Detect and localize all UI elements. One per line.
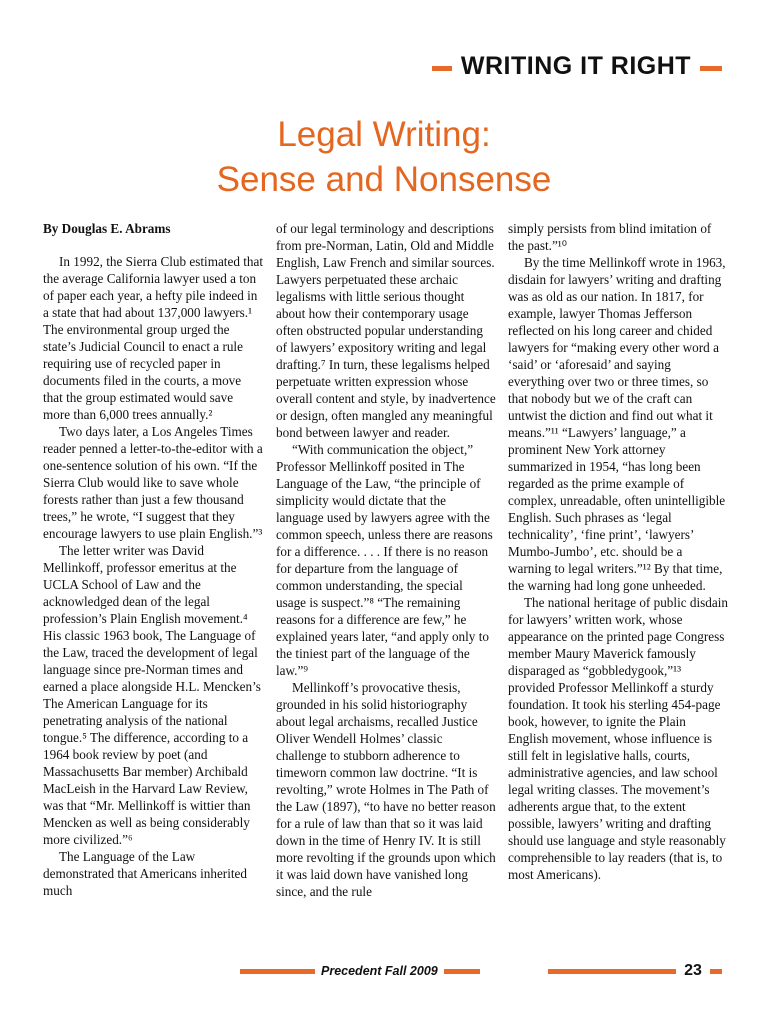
- article-title-line-2: Sense and Nonsense: [216, 160, 552, 199]
- section-heading: WRITING IT RIGHT: [452, 49, 700, 83]
- paragraph: Two days later, a Los Angeles Times reader penned a letter-to-the-editor with a one-sentence solution of his own. “If the Sierra Club would like to save whole forests rather than just a few thousand trees,” he wrote, “I suggest that they encourage lawyers to use plain English.”³: [43, 424, 263, 541]
- paragraph: In 1992, the Sierra Club estimated that the average California lawyer used a ton of paper each year, a hefty pile indeed in a state that had about 137,000 lawyers.¹ The environmental group urged the state’s Judicial Council to enact a rule requiring use of recycled paper in documents filed in the courts, a move that the group estimated would save more than 6,000 trees annually.²: [43, 254, 263, 422]
- text-column-2: [276, 220, 496, 900]
- paragraph: simply persists from blind imitation of the past.”¹⁰: [508, 221, 712, 253]
- paragraph: of our legal terminology and descriptions from pre-Norman, Latin, Old and Middle English, Law French and similar sources. Lawyers perpetuated these archaic legalisms with little serious thought about how their contemporary usage often obstructed popular understanding of lawyers’ expository writing and legal drafting.⁷ In turn, these legalisms helped perpetuate written expression whose overall content and style, by inadvertence or design, often mangled any meaningful bond between lawyer and reader.: [276, 221, 496, 440]
- paragraph: The Language of the Law demonstrated that Americans inherited much: [43, 849, 247, 898]
- paragraph: The letter writer was David Mellinkoff, professor emeritus at the UCLA School of Law and the acknowledged dean of the legal profession’s Plain English movement.⁴ His classic 1963 book, The Language of the Law, traced the development of legal language since pre-Norman times and earned a place alongside H.L. Mencken’s The American Language for its penetrating analysis of the national tongue.⁵ The difference, according to a 1964 book review by poet (and Massachusetts Bar member) Archibald MacLeish in the Harvard Law Review, was that “Mr. Mellinkoff is wittier than Mencken as well as being considerably more civilized.”⁶: [43, 543, 261, 847]
- paragraph: Mellinkoff’s provocative thesis, grounded in his solid historiography about legal archaisms, recalled Justice Oliver Wendell Holmes’ classic challenge to stubborn adherence to timeworn common law doctrine. “It is revolting,” wrote Holmes in The Path of the Law (1897), “to have no better reason for a rule of law than that so it was laid down in the time of Henry IV. It is still more revolting if the grounds upon which it was laid down have vanished long since, and the rule: [276, 680, 496, 899]
- paragraph: The national heritage of public disdain for lawyers’ written work, whose appearance on the printed page Congress member Maury Maverick famously disparaged as “gobbledygook,”¹³ provided Professor Mellinkoff a sturdy foundation. It took his sterling 454-page book, however, to ignite the Plain English movement, whose influence is still felt in legislative halls, courts, administrative agencies, and law school legal writing classes. The movement’s adherents argue that, to the extent possible, lawyers’ writing and drafting should use language and style reasonably comprehensible to lay readers (that is, to most Americans).: [508, 595, 728, 882]
- text-column-3: [508, 220, 728, 883]
- paragraph: By the time Mellinkoff wrote in 1963, disdain for lawyers’ writing and drafting was as old as our nation. In 1817, for example, lawyer Thomas Jefferson reflected on his long career and chided lawyers for “making every other word a ‘said’ or ‘aforesaid’ and saying everything over two or three times, so that nobody but we of the craft can untwist the diction and find out what it means.”¹¹ “Lawyers’ language,” a prominent New York attorney summarized in 1954, “has long been regarded as the prime example of complex, unreadable, often unintelligible English. Such phrases as ‘legal technicality’, ‘fine print’, ‘lawyers’ Mumbo-Jumbo’, etc. should be a warning to legal writers.”¹² By that time, the warning had long gone unheeded.: [508, 255, 726, 593]
- paragraph: “With communication the object,” Professor Mellinkoff posited in The Language of the Law, “the principle of simplicity would dictate that the language used by lawyers agree with the common speech, unless there are reasons for a difference. . . . If there is no reason for departure from the language of common understanding, the special usage is suspect.”⁸ “The remaining reasons for a difference are few,” he explained years later, “and apply only to the tiniest part of the language of the law.”⁹: [276, 442, 493, 678]
- page-number: 23: [676, 958, 710, 984]
- byline: By Douglas E. Abrams: [43, 221, 171, 236]
- article-title-line-1: Legal Writing:: [277, 115, 491, 154]
- footer-publication: Precedent Fall 2009: [315, 962, 444, 980]
- text-column-1: [43, 220, 263, 899]
